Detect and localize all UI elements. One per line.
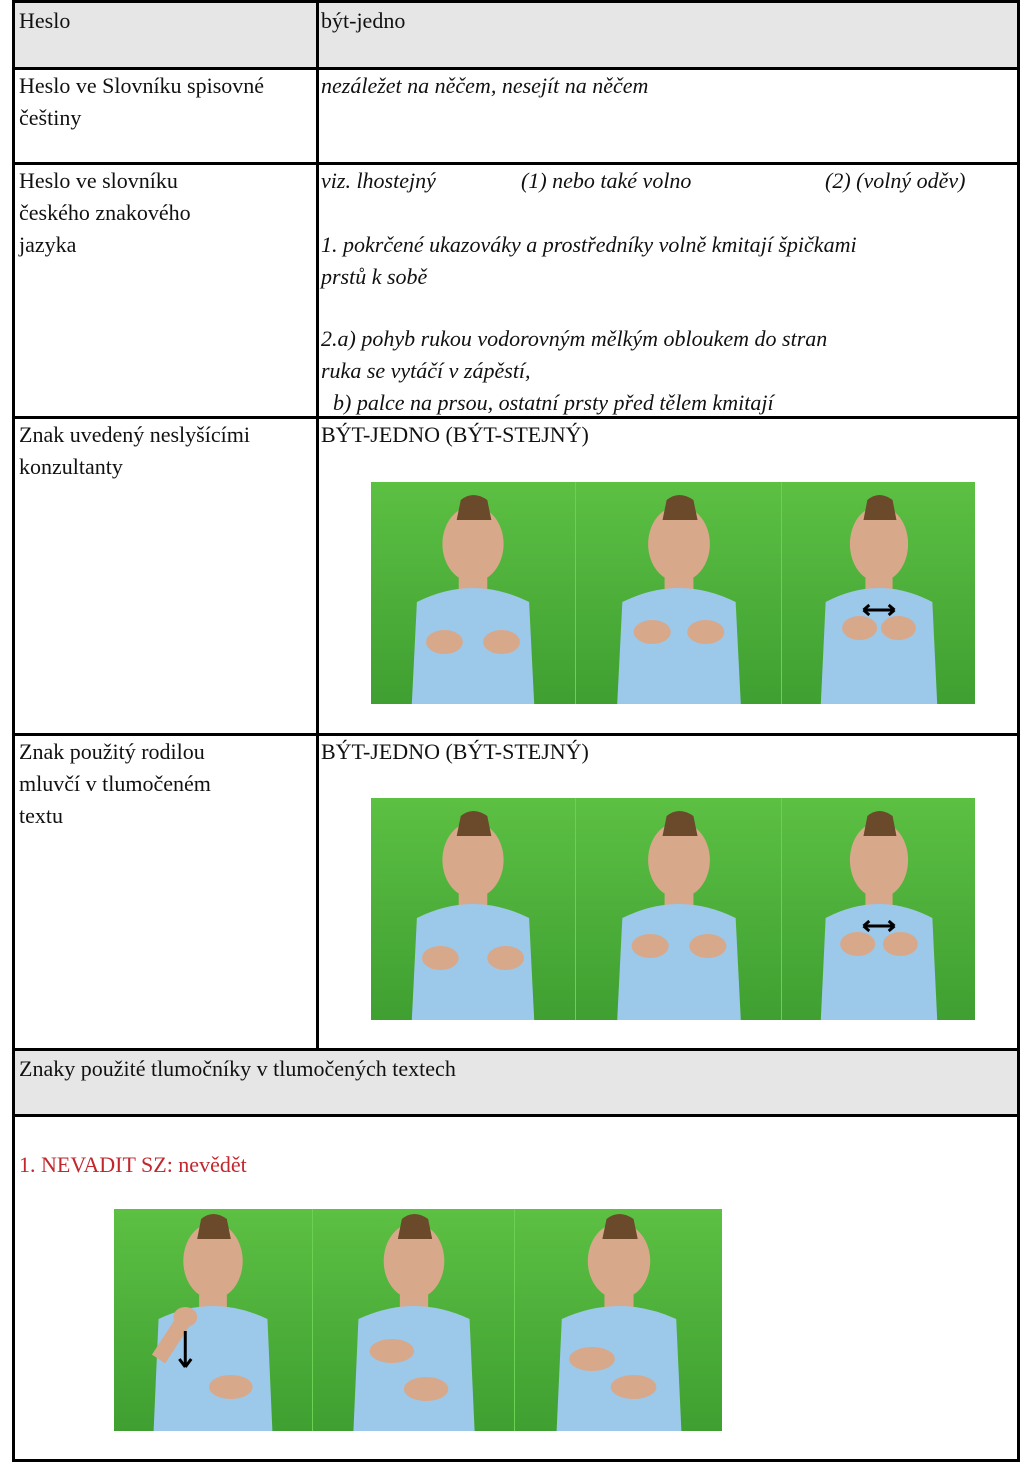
dictionary-entry-table [12,0,1020,1462]
signer-image [576,482,782,704]
video-frame [371,482,575,704]
czj-line5: ruka se vytáčí v zápěstí, [321,358,531,383]
signer-image [371,482,575,704]
video-frame [114,1209,312,1431]
signer-image [371,798,575,1020]
value-heslo: být-jedno [321,8,406,33]
czj-line1 [321,165,1011,197]
value-ssc: nezáležet na něčem, nesejít na něčem [321,73,649,98]
label-czj: Heslo ve slovníku českého znakového jazyka [19,168,191,257]
row-konzultanti [15,419,1017,733]
czj-sense-1: (1) nebo také volno [521,168,692,193]
video-frame [575,482,782,704]
sign-video-strip [114,1209,722,1431]
video-frame [781,798,975,1020]
czj-line6: b) palce na prsou, ostatní prsty před tělem kmitají [333,390,774,415]
label-ssc: Heslo ve Slovníku spisovné češtiny [19,73,265,130]
row-heslo [15,3,1017,67]
row-item-1 [15,1117,1017,1462]
value-konzultanti: BÝT-JEDNO (BÝT-STEJNÝ) [321,422,589,447]
label-tlumocnici: Znaky použité tlumočníky v tlumočených textech [19,1056,456,1081]
sign-video-strip [371,482,975,704]
czj-line4: 2.a) pohyb rukou vodorovným mělkým obloukem do stran [321,326,828,351]
video-frame [575,798,782,1020]
signer-image [576,798,782,1020]
column-divider [316,3,319,1051]
video-frame [312,1209,515,1431]
label-konzultanti: Znak uvedený neslyšícími konzultanty [19,422,250,479]
signer-image [782,798,975,1020]
sign-video-strip [371,798,975,1020]
item-1-title: 1. NEVADIT SZ: nevědět [19,1152,247,1177]
czj-see-also: viz. lhostejný [321,168,436,193]
czj-sense-2: (2) (volný oděv) [825,168,966,193]
video-frame [371,798,575,1020]
video-frame [781,482,975,704]
video-frame [514,1209,722,1431]
row-czj [15,165,1017,416]
czj-line2: 1. pokrčené ukazováky a prostředníky volně kmitají špičkami [321,232,857,257]
label-rodily: Znak použitý rodilou mluvčí v tlumočeném textu [19,739,211,828]
signer-image [313,1209,515,1431]
signer-image [782,482,975,704]
signer-image [114,1209,312,1431]
row-ssc [15,70,1017,162]
label-heslo: Heslo [19,8,71,33]
czj-line3: prstů k sobě [321,264,428,289]
row-tlumocnici [15,1051,1017,1114]
row-rodily [15,736,1017,1048]
signer-image [515,1209,722,1431]
value-rodily: BÝT-JEDNO (BÝT-STEJNÝ) [321,739,589,764]
